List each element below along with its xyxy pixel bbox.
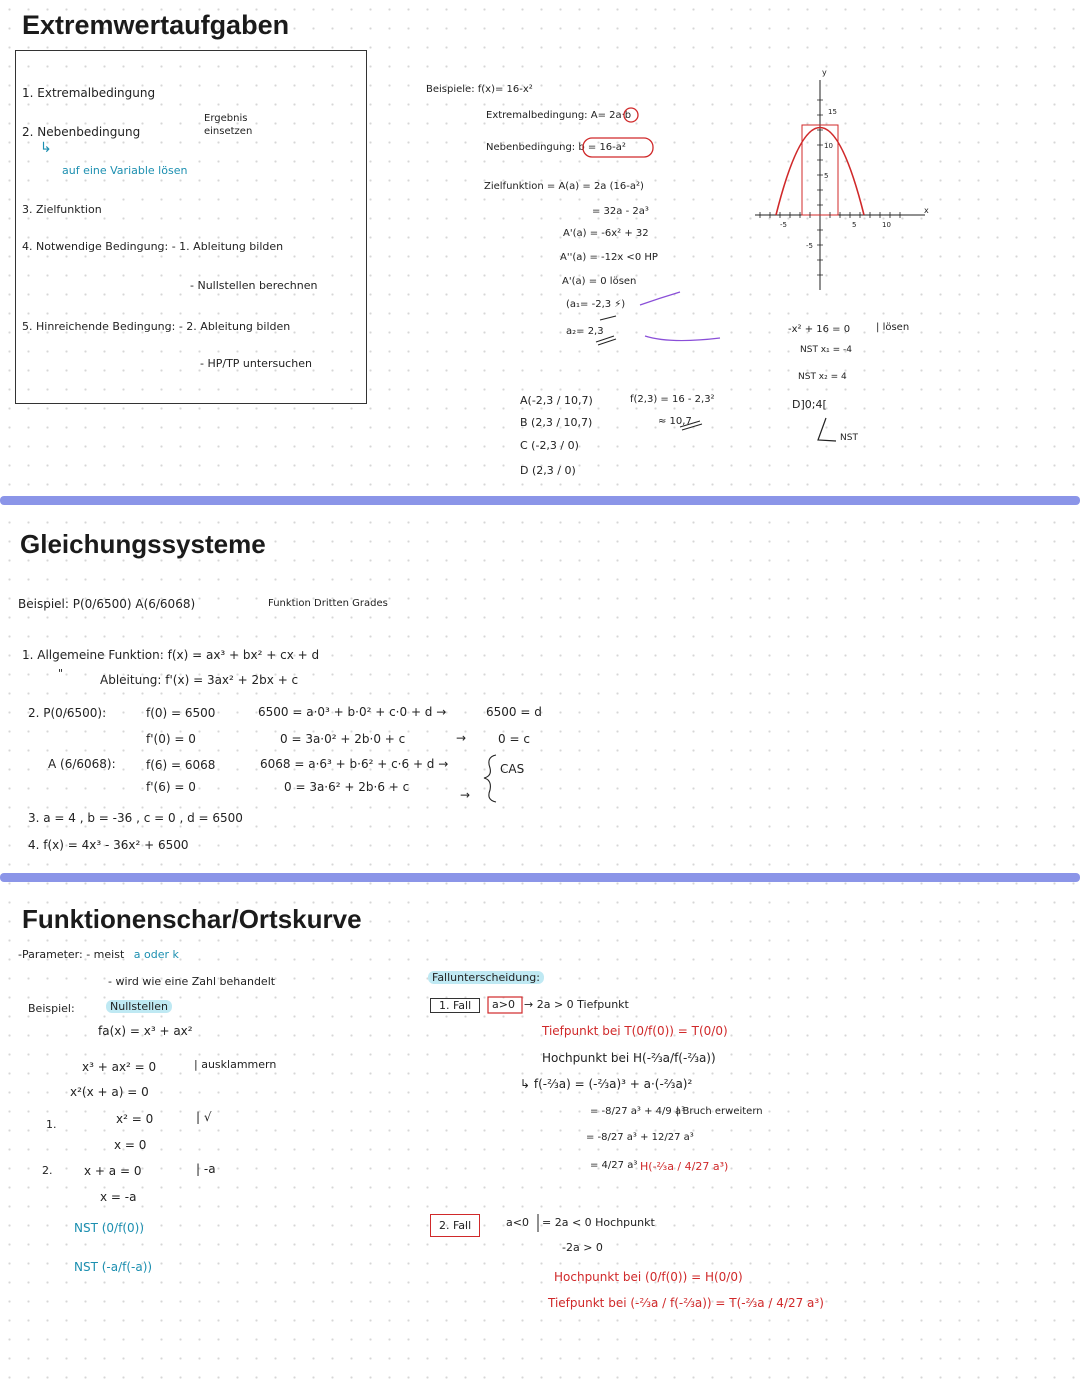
gls-af2: f'(6) = 0 bbox=[146, 780, 196, 794]
schar-e4: x = 0 bbox=[114, 1138, 147, 1152]
schar-nullstellen-text: Nullstellen bbox=[106, 1000, 172, 1013]
gls-abl: Ableitung: f'(x) = 3ax² + 2bx + c bbox=[100, 673, 299, 687]
ex-beispiel: Beispiele: f(x)= 16-x² bbox=[426, 84, 533, 95]
ex-l4: A'(a) = 0 lösen bbox=[562, 276, 637, 287]
ex-nst1: NST x₁ = -4 bbox=[800, 345, 852, 355]
gls-e4: 0 = 3a·6² + 2b·6 + c bbox=[284, 780, 410, 794]
schar-hp2: Hochpunkt bei (0/f(0)) = H(0/0) bbox=[554, 1270, 743, 1284]
schar-e5: x + a = 0 bbox=[84, 1164, 142, 1178]
schar-f1r-text: → 2a > 0 Tiefpunkt bbox=[524, 998, 629, 1011]
schar-f2r2: -2a > 0 bbox=[562, 1241, 603, 1254]
schar-e3: x² = 0 bbox=[116, 1112, 154, 1126]
graph-tick-y-neg5: -5 bbox=[806, 242, 813, 250]
graph-tick-x-neg5: -5 bbox=[780, 221, 787, 229]
schar-sqrt-text: √ bbox=[203, 1110, 212, 1124]
ex-loese: | lösen bbox=[876, 322, 910, 333]
gls-s4: 4. f(x) = 4x³ - 36x² + 6500 bbox=[28, 838, 189, 852]
schar-hp: Hochpunkt bei H(-⅔a/f(-⅔a)) bbox=[542, 1051, 716, 1065]
gls-af1: f(6) = 6068 bbox=[146, 758, 216, 772]
gls-pf1: f(0) = 6500 bbox=[146, 706, 216, 720]
schar-e2: x²(x + a) = 0 bbox=[70, 1085, 149, 1099]
step-3: 3. Zielfunktion bbox=[22, 203, 102, 216]
schar-beispiel: Beispiel: bbox=[28, 1002, 75, 1015]
step-5: 5. Hinreichende Bedingung: - 2. Ableitung bilden bbox=[22, 320, 291, 333]
gls-r1: 6500 = d bbox=[486, 705, 542, 719]
ex-domain: D]0;4[ bbox=[792, 398, 827, 411]
step-5b: - HP/TP untersuchen bbox=[200, 357, 312, 370]
schar-fall-text: Fallunterscheidung: bbox=[428, 971, 544, 984]
ex-pC: C (-2,3 / 0) bbox=[520, 439, 579, 452]
schar-f2r: = 2a < 0 Hochpunkt bbox=[542, 1216, 655, 1229]
schar-nst1: NST (0/f(0)) bbox=[74, 1221, 145, 1235]
schar-title: Funktionenschar/Ortskurve bbox=[22, 904, 362, 934]
ex-pB: B (2,3 / 10,7) bbox=[520, 416, 593, 429]
gls-arr4: → bbox=[460, 788, 471, 802]
schar-calc1: = -8/27 a³ + 4/9 a³ bbox=[590, 1106, 686, 1117]
graph-tick-x-5: 5 bbox=[852, 221, 857, 229]
ex-loese-text: lösen bbox=[882, 322, 910, 333]
schar-f2c: a<0 bbox=[506, 1216, 529, 1229]
schar-tp: Tiefpunkt bei T(0/f(0)) = T(0/0) bbox=[542, 1024, 728, 1038]
gls-arr2: → bbox=[456, 731, 467, 745]
ex-l1: = 32a - 2a³ bbox=[592, 206, 649, 217]
schar-n2: 2. bbox=[42, 1164, 53, 1177]
schar-fa: fa(x) = x³ + ax² bbox=[98, 1024, 193, 1038]
ex-l3-text: A''(a) = -12x <0 HP bbox=[560, 252, 658, 263]
gls-pf2: f'(0) = 0 bbox=[146, 732, 196, 746]
schar-calc2: = -8/27 a³ + 12/27 a³ bbox=[586, 1132, 694, 1143]
schar-ausk-text: ausklammern bbox=[201, 1058, 277, 1071]
schar-e6: x = -a bbox=[100, 1190, 137, 1204]
ex-nst0: -x² + 16 = 0 bbox=[788, 324, 851, 335]
step-4: 4. Notwendige Bedingung: - 1. Ableitung bilden bbox=[22, 240, 284, 253]
arrow-glyph: ↳ bbox=[40, 140, 52, 156]
gls-s3: 3. a = 4 , b = -36 , c = 0 , d = 6500 bbox=[28, 811, 243, 825]
schar-n1: 1. bbox=[46, 1118, 57, 1131]
gls-beispiel: Beispiel: P(0/6500) A(6/6068) bbox=[18, 597, 196, 611]
ex-l2: A'(a) = -6x² + 32 bbox=[563, 228, 649, 239]
ex-ziel: Zielfunktion = A(a) = 2a (16-a²) bbox=[484, 181, 644, 192]
schar-ausk: | ausklammern bbox=[194, 1058, 277, 1071]
ex-f23b: ≈ 10,7 bbox=[658, 416, 692, 427]
gls-e2: 0 = 3a·0² + 2b·0 + c bbox=[280, 732, 406, 746]
gls-title: Gleichungssysteme bbox=[20, 529, 266, 559]
schar-bruch: | Bruch erweitern bbox=[676, 1106, 763, 1117]
schar-mina: | -a bbox=[196, 1162, 216, 1176]
ex-f23: f(2,3) = 16 - 2,3² bbox=[630, 394, 715, 405]
step-2: 2. Nebenbedingung bbox=[22, 125, 141, 139]
schar-param-text: -Parameter: - meist bbox=[18, 948, 125, 961]
gls-a: A (6/6068): bbox=[48, 757, 116, 771]
schar-wird: - wird wie eine Zahl behandelt bbox=[108, 975, 276, 988]
step-1: 1. Extremalbedingung bbox=[22, 86, 156, 100]
step-4b: - Nullstellen berechnen bbox=[190, 279, 318, 292]
gls-e3: 6068 = a·6³ + b·6² + c·6 + d → bbox=[260, 757, 449, 771]
schar-sqrt: | √ bbox=[196, 1110, 212, 1124]
schar-f2: 2. Fall bbox=[430, 1214, 480, 1237]
gls-cas: CAS bbox=[500, 762, 525, 776]
schar-e1: x³ + ax² = 0 bbox=[82, 1060, 157, 1074]
graph-y-label: y bbox=[822, 68, 827, 77]
ex-l6: a₂= 2,3 bbox=[566, 326, 604, 337]
ex-neben: Nebenbedingung: b = 16-a² bbox=[486, 142, 626, 153]
solve-note: auf eine Variable lösen bbox=[62, 164, 188, 177]
ergebnis-note: Ergebnis einsetzen bbox=[204, 113, 253, 137]
gls-s1: 1. Allgemeine Funktion: f(x) = ax³ + bx² + cx + d bbox=[22, 648, 320, 662]
gls-p: 2. P(0/6500): bbox=[28, 706, 107, 720]
gls-ditto: " bbox=[58, 667, 64, 680]
ex-l5: (a₁= -2,3 ⚡) bbox=[566, 299, 626, 310]
schar-calc0: ↳ f(-⅔a) = (-⅔a)³ + a·(-⅔a)² bbox=[520, 1077, 693, 1091]
graph-tick-y-10: 10 bbox=[824, 142, 833, 150]
schar-nst2: NST (-a/f(-a)) bbox=[74, 1260, 153, 1274]
gls-funk: Funktion Dritten Grades bbox=[268, 598, 388, 609]
ex-nstlabel: NST bbox=[840, 433, 858, 443]
schar-ak: a oder k bbox=[133, 948, 179, 961]
schar-f1c: a>0 bbox=[492, 998, 515, 1011]
graph-tick-x-10: 10 bbox=[882, 221, 891, 229]
gls-e1: 6500 = a·0³ + b·0² + c·0 + d → bbox=[258, 705, 447, 719]
ex-nst2: NST x₂ = 4 bbox=[798, 372, 847, 382]
schar-calc3h: H(-⅔a / 4/27 a³) bbox=[640, 1160, 729, 1173]
graph-tick-y-15: 15 bbox=[828, 108, 837, 116]
gls-r2: 0 = c bbox=[498, 732, 530, 746]
ex-pD: D (2,3 / 0) bbox=[520, 464, 576, 477]
ex-extremal: Extremalbedingung: A= 2a·b bbox=[486, 110, 632, 121]
graph-x-label: x bbox=[924, 206, 929, 215]
ex-pA: A(-2,3 / 10,7) bbox=[520, 394, 593, 407]
schar-f1: 1. Fall bbox=[430, 998, 480, 1013]
schar-calc3: = 4/27 a³ bbox=[590, 1160, 638, 1171]
extrem-title: Extremwertaufgaben bbox=[22, 10, 290, 40]
schar-tp2: Tiefpunkt bei (-⅔a / f(-⅔a)) = T(-⅔a / 4/27 a³) bbox=[548, 1296, 824, 1310]
graph-tick-y-5: 5 bbox=[824, 172, 829, 180]
